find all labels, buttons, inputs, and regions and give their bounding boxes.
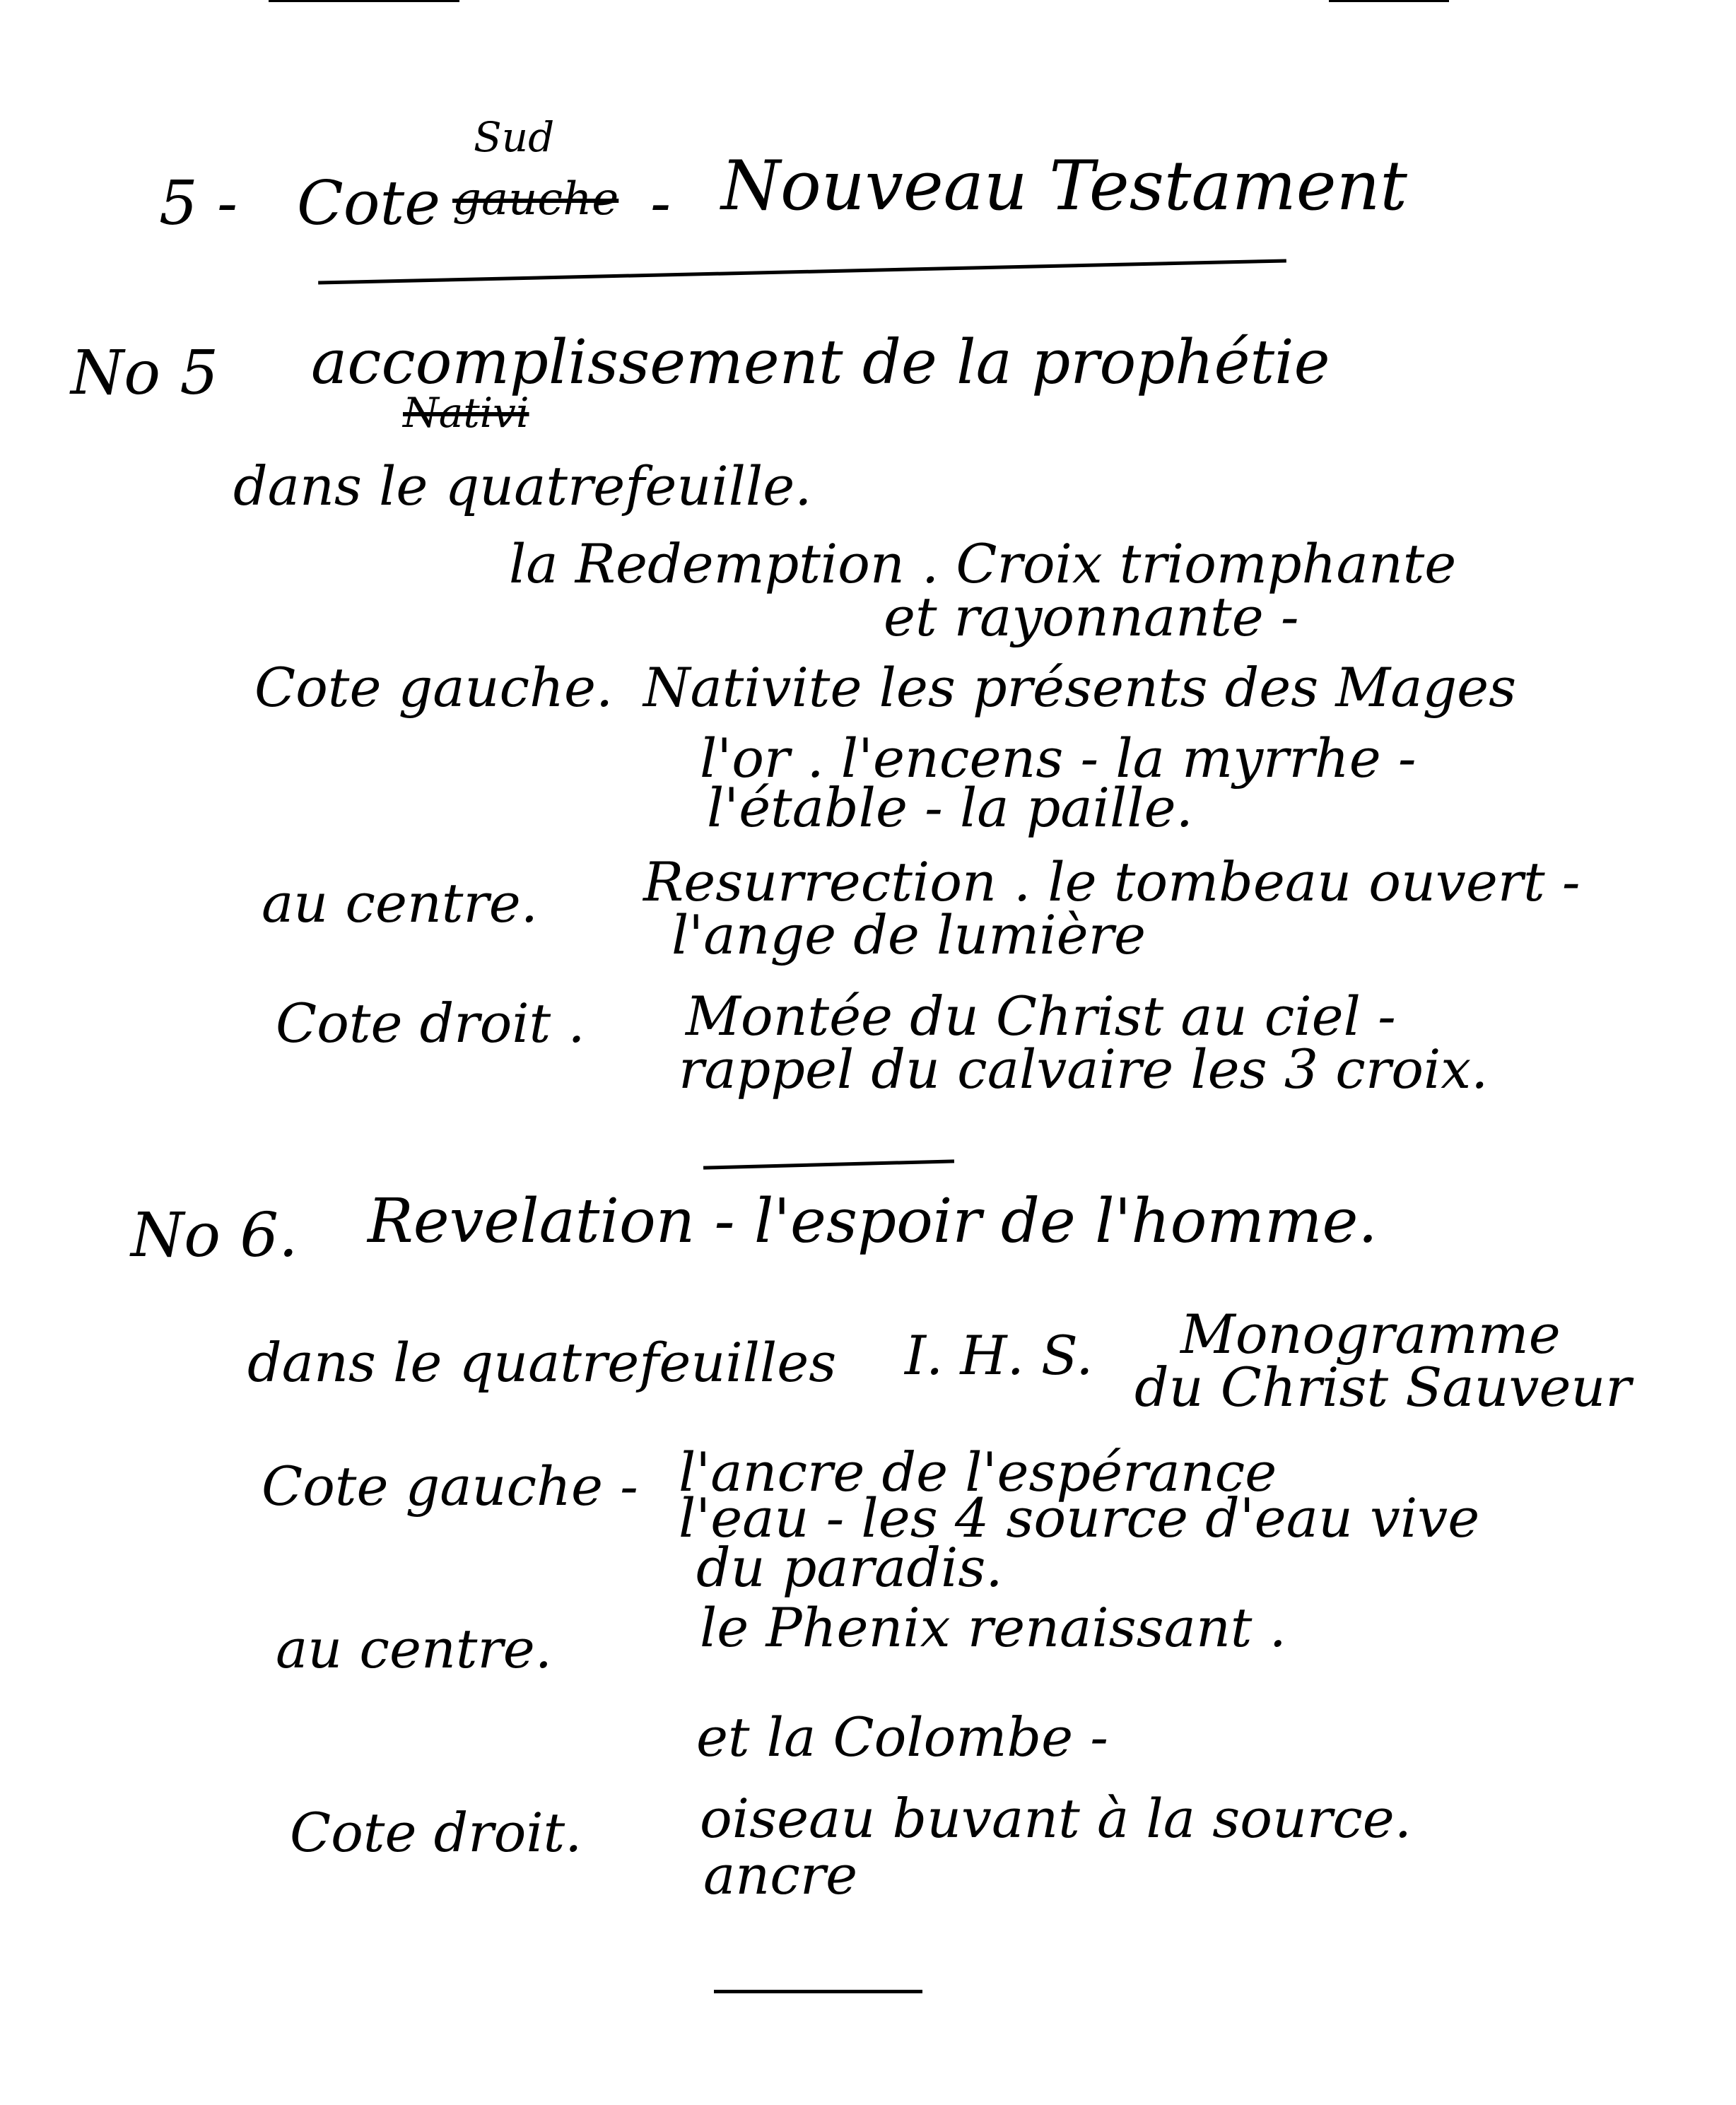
left-side-text-1: l'ancre de l'espérance bbox=[679, 1441, 1277, 1503]
right-side-label: Cote droit . bbox=[276, 992, 585, 1055]
quatrefoil-label: dans le quatrefeuilles bbox=[247, 1331, 837, 1394]
top-edge-rule-left bbox=[269, 0, 459, 2]
header-number: 5 - bbox=[159, 168, 238, 239]
quatrefoil-text-3: du Christ Sauveur bbox=[1134, 1356, 1631, 1419]
right-side-text-1: oiseau buvant à la source. bbox=[700, 1787, 1412, 1850]
section-heading-number: No 5 bbox=[71, 338, 219, 409]
center-label: au centre. bbox=[276, 1617, 552, 1680]
section-heading-number: No 6. bbox=[131, 1200, 298, 1271]
header-separator: - bbox=[650, 168, 671, 239]
right-side-text-2: rappel du calvaire les 3 croix. bbox=[679, 1038, 1489, 1101]
section-divider bbox=[703, 1159, 954, 1169]
right-side-text-2: ancre bbox=[703, 1843, 858, 1906]
section-heading-title: accomplissement de la prophétie bbox=[311, 327, 1330, 398]
left-side-label: Cote gauche. bbox=[254, 656, 614, 719]
center-text-1: le Phenix renaissant . bbox=[700, 1596, 1286, 1659]
left-side-text-3: du paradis. bbox=[696, 1536, 1003, 1599]
top-edge-rule-right bbox=[1329, 0, 1449, 2]
header-corrected-word: Sud bbox=[474, 113, 555, 161]
center-label: au centre. bbox=[262, 872, 538, 934]
right-side-text-1: Montée du Christ au ciel - bbox=[686, 985, 1396, 1048]
center-text-1: Resurrection . le tombeau ouvert - bbox=[643, 850, 1580, 913]
center-text-2: et la Colombe - bbox=[696, 1706, 1108, 1769]
quatrefoil-text-1: la Redemption . Croix triomphante bbox=[509, 532, 1457, 595]
header-underline bbox=[318, 259, 1286, 284]
left-side-text-2: l'eau - les 4 source d'eau vive bbox=[679, 1487, 1480, 1549]
quatrefoil-text-2: Monogramme bbox=[1180, 1303, 1561, 1366]
center-text-2: l'ange de lumière bbox=[671, 903, 1146, 966]
quatrefoil-monogram: I. H. S. bbox=[905, 1324, 1093, 1387]
header-title: Nouveau Testament bbox=[721, 146, 1407, 225]
header-struck-word: gauche bbox=[452, 173, 619, 225]
section-struck-word: Nativi bbox=[403, 389, 529, 437]
left-side-text-1: Nativite les présents des Mages bbox=[643, 656, 1517, 719]
left-side-text-2: l'or . l'encens - la myrrhe - bbox=[700, 727, 1417, 790]
right-side-label: Cote droit. bbox=[290, 1801, 582, 1864]
quatrefoil-label: dans le quatrefeuille. bbox=[233, 455, 812, 517]
section-heading-title: Revelation - l'espoir de l'homme. bbox=[368, 1186, 1378, 1257]
closing-rule bbox=[714, 1990, 922, 1993]
left-side-text-3: l'étable - la paille. bbox=[707, 776, 1193, 839]
quatrefoil-text-2: et rayonnante - bbox=[884, 585, 1299, 648]
left-side-label: Cote gauche - bbox=[262, 1455, 638, 1518]
header-side-word: Cote bbox=[297, 168, 441, 239]
